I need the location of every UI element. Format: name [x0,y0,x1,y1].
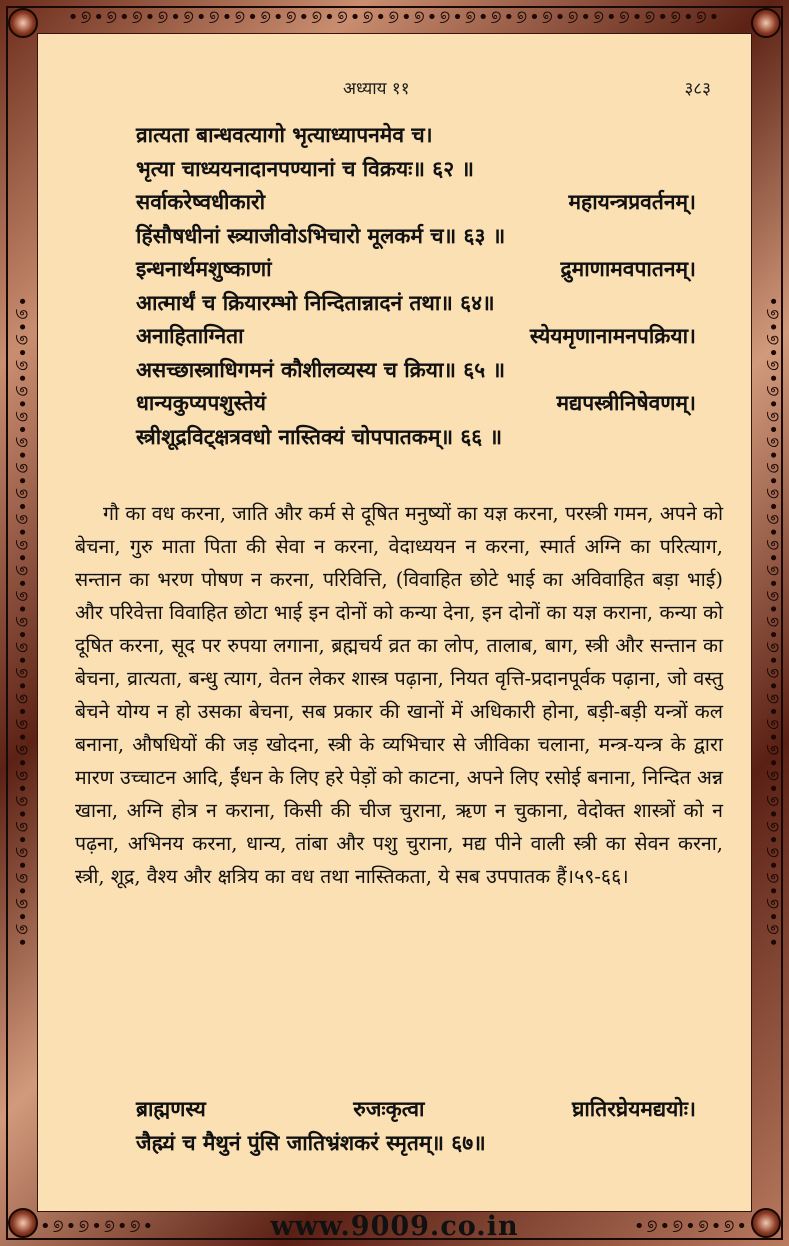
verse-line [136,118,696,152]
corner-ornament-top-right [751,8,781,38]
verse-line [136,420,696,454]
footer-ornament-right: •୭•୭•୭•୭• [633,1216,749,1237]
verse-segment: जैह्म्यं च मैथुनं पुंसि जातिभ्रंशकरं स्मृतम्॥ ६७॥ [136,1129,486,1155]
right-border-ornament: •୭•୭•୭•୭•୭•୭•୭•୭•୭•୭•୭•୭•୭•୭•୭•୭•୭•୭•୭•୭•୭•୭•୭•୭•୭• [762,296,783,950]
sanskrit-verses [136,118,696,453]
book-page [37,33,752,1212]
corner-ornament-top-left [8,8,38,38]
verse-line [136,386,696,420]
verse-segment: स्येयमृणानामनपक्रिया। [529,323,696,348]
hindi-commentary [75,497,723,893]
verse-segment: घ्रातिरघ्रेयमद्ययोः। [571,1096,696,1121]
verse-segment: इन्धनार्थमशुष्काणां [136,256,272,281]
verse-segment: असच्छास्त्राधिगमनं कौशीलव्यस्य च क्रिया॥ ६५ ॥ [136,356,506,382]
verse-line [136,152,696,186]
page-number: ३८३ [684,79,711,99]
verse-segment: सर्वाकरेष्वधीकारो [136,189,266,214]
verse-line [136,185,696,219]
verse-line [136,286,696,320]
verse-segment: रुजःकृत्वा [353,1096,425,1121]
website-url: www.9009.co.in [270,1211,519,1242]
verse-segment: द्रुमाणामवपातनम्। [560,256,696,281]
verse-line [136,1092,696,1126]
top-border-ornament: •୭•୭•୭•୭•୭•୭•୭•୭•୭•୭•୭•୭•୭•୭•୭•୭•୭•୭•୭•୭•୭•୭•୭•୭•୭• [67,7,722,28]
verse-segment: अनाहिताग्निता [136,323,244,348]
footer [0,1210,789,1246]
verse-segment: स्त्रीशूद्रविट्क्षत्रवधो नास्तिक्यं चोपपातकम्॥ ६६ ॥ [136,423,503,449]
verse-segment: व्रात्यता बान्धवत्यागो भृत्याध्यापनमेव च। [136,122,433,147]
verse-segment: हिंसौषधीनां स्त्र्याजीवोऽभिचारो मूलकर्म च॥ ६३ ॥ [136,222,506,248]
verse-segment: मद्यपस्त्रीनिषेवणम्। [556,390,696,415]
page-header [38,76,751,106]
footer-ornament-left: •୭•୭•୭•୭• [40,1216,156,1237]
sanskrit-verses-67 [136,1092,696,1159]
verse-segment: ब्राह्मणस्य [136,1096,206,1121]
verse-segment: धान्यकुप्यपशुस्तेयं [136,390,266,415]
verse-line [136,252,696,286]
verse-segment: आत्मार्थं च क्रियारम्भो निन्दितान्नादनं तथा॥ ६४॥ [136,289,495,315]
verse-segment: महायन्त्रप्रवर्तनम्। [568,189,696,214]
verse-line [136,1126,696,1160]
chapter-title: अध्याय ११ [343,79,410,99]
verse-line [136,319,696,353]
left-border-ornament: •୭•୭•୭•୭•୭•୭•୭•୭•୭•୭•୭•୭•୭•୭•୭•୭•୭•୭•୭•୭•୭•୭•୭•୭•୭• [11,296,32,950]
verse-line [136,353,696,387]
commentary-paragraph: गौ का वध करना, जाति और कर्म से दूषित मनुष्यों का यज्ञ करना, परस्त्री गमन, अपने को बेचना, गुरु माता पिता की सेवा न करना, वेदाध्ययन न करना, स्मार्त अग्नि का परित्याग, सन्तान का भरण पोषण न करना, परिवित्ति, (विवाहित छोटे भाई का अविवाहित बड़ा भाई) और परिवेत्ता विवाहित छोटा भाई इन दोनों को कन्या देना, इन दोनों का यज्ञ कराना, कन्या को दूषित करना, सूद पर रुपया लगाना, ब्रह्मचर्य व्रत का लोप, तालाब, बाग, स्त्री और सन्तान का बेचना, व्रात्यता, बन्धु त्याग, वेतन लेकर शास्त्र पढ़ाना, नियत वृत्ति-प्रदानपूर्वक पढ़ाना, जो वस्तु बेचने योग्य न हो उसका बेचना, सब प्रकार की खानों में अधिकारी होना, बड़ी-बड़ी यन्त्रों कल बनाना, औषधियों की जड़ खोदना, स्त्री के व्यभिचार से जीविका चलाना, मन्त्र-यन्त्र के द्वारा मारण उच्चाटन आदि, ईंधन के लिए हरे पेड़ों को काटना, अपने लिए रसोई बनाना, निन्दित अन्न खाना, अग्नि होत्र न कराना, किसी की चीज चुराना, ऋण न चुकाना, वेदोक्त शास्त्रों को न पढ़ना, अभिनय करना, धान्य, तांबा और पशु चुराना, मद्य पीने वाली स्त्री का सेवन करना, स्त्री, शूद्र, वैश्य और क्षत्रिय का वध तथा नास्तिकता, ये सब उपपातक हैं।५९-६६। [75,502,723,888]
verse-segment: भृत्या चाध्ययनादानपण्यानां च विक्रयः॥ ६२ ॥ [136,155,475,181]
verse-line [136,219,696,253]
